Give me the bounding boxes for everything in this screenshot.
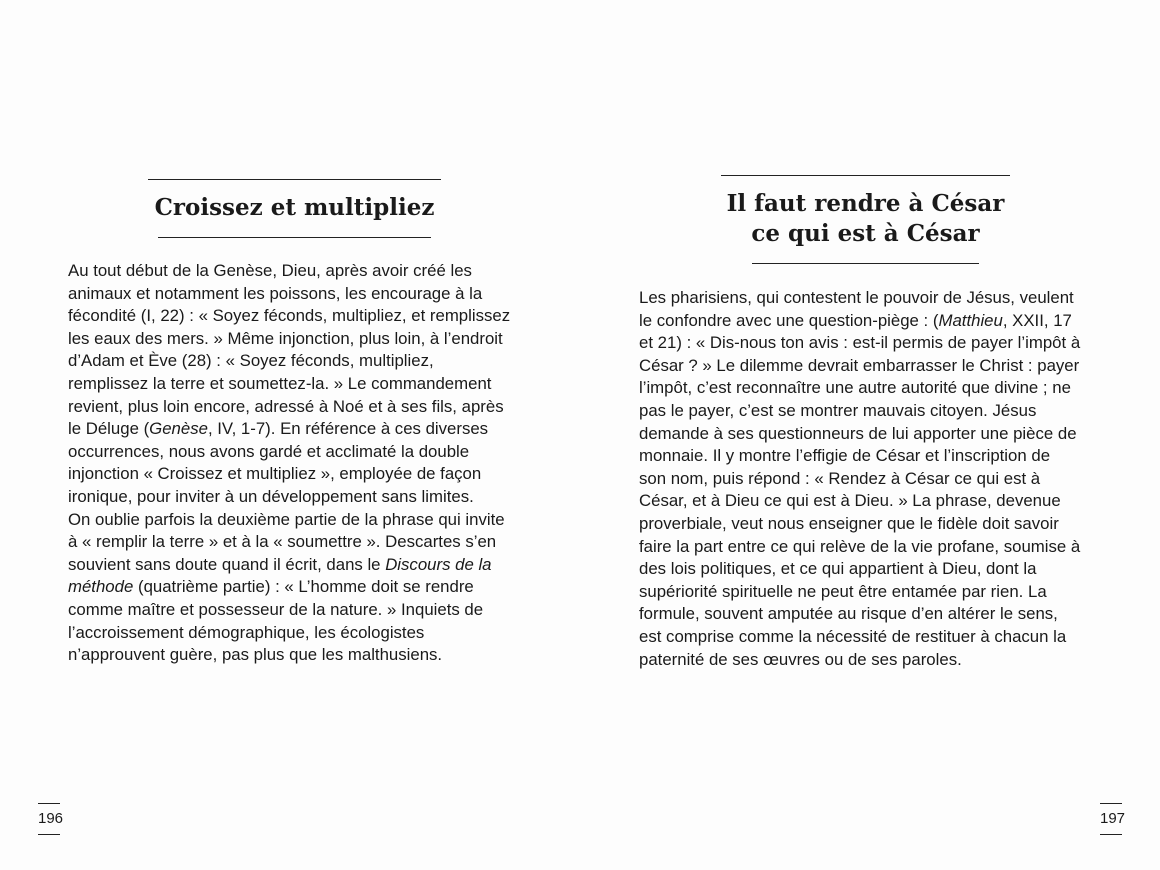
text-line: [68, 463, 528, 486]
text-segment: Au tout début de la Genèse, Dieu, après avoir créé les: [68, 261, 472, 280]
italic-text: Matthieu: [938, 310, 1003, 330]
text-segment: le confondre avec une question-piège : (: [639, 310, 939, 330]
text-segment: son nom, puis répond : « Rendez à César ce qui est à: [639, 468, 1041, 488]
chapter-title: [691, 189, 1040, 249]
text-segment: ironique, pour inviter à un développement sans limites.: [68, 486, 474, 506]
text-line: [68, 260, 528, 283]
text-line: [639, 468, 1099, 491]
text-line: [639, 581, 1099, 604]
text-line: [68, 283, 528, 306]
page-number-text: 196: [38, 810, 64, 827]
chapter-title-line: ce qui est à César: [751, 220, 980, 247]
title-rule-top: [721, 175, 1010, 176]
text-segment: les eaux des mers. » Même injonction, plus loin, à l’endroit: [68, 328, 503, 348]
text-segment: l’accroissement démographique, les écologistes: [68, 622, 425, 642]
text-line: [68, 350, 528, 373]
text-segment: , XXII, 17: [1002, 310, 1072, 330]
italic-text: Discours de la: [385, 554, 492, 574]
text-line: [639, 626, 1099, 649]
chapter-title-line: Il faut rendre à César: [726, 190, 1005, 217]
text-segment: On oublie parfois la deuxième partie de la phrase qui invite: [68, 509, 505, 529]
text-segment: fécondité (I, 22) : « Soyez féconds, multipliez, et remplissez: [68, 306, 511, 326]
text-line: [68, 373, 528, 396]
title-rule-bottom: [752, 263, 979, 264]
text-line: [68, 576, 528, 599]
text-segment: animaux et notamment les poissons, les encourage à la: [68, 283, 483, 303]
text-line: [639, 310, 1099, 333]
text-segment: monnaie. Il y montre l’effigie de César et l’inscription de: [639, 446, 1051, 466]
title-rule-bottom: [158, 237, 431, 238]
text-line: [68, 441, 528, 464]
text-segment: pas le payer, c’est se montrer mauvais citoyen. Jésus: [639, 400, 1037, 420]
text-line: [68, 486, 528, 509]
text-line: [68, 509, 528, 532]
text-line: [68, 418, 528, 441]
text-segment: à « remplir la terre » et à la « soumettre ». Descartes s’en: [68, 532, 497, 552]
text-line: [639, 490, 1099, 513]
text-line: [639, 332, 1099, 355]
text-segment: le Déluge (: [68, 419, 150, 439]
text-line: [639, 445, 1099, 468]
text-line: [68, 328, 528, 351]
body-text: [68, 260, 528, 667]
text-line: [639, 513, 1099, 536]
body-text: [639, 287, 1099, 671]
text-segment: , IV, 1-7). En référence à ces diverses: [207, 419, 489, 439]
italic-text: Genèse: [149, 419, 208, 439]
text-line: [639, 400, 1099, 423]
text-segment: l’impôt, c’est reconnaître une autre autorité que divine ; ne: [639, 378, 1071, 398]
title-rule-top: [148, 179, 441, 180]
text-segment: (quatrième partie) : « L’homme doit se rendre: [133, 577, 474, 597]
text-segment: demande à ses questionneurs de lui apporter une pièce de: [639, 423, 1077, 443]
text-segment: supériorité spirituelle ne peut être entamée par rien. La: [639, 581, 1047, 601]
text-line: [639, 377, 1099, 400]
text-segment: formule, souvent amputée au risque d’en altérer le sens,: [639, 604, 1058, 624]
text-segment: proverbiale, veut nous enseigner que le fidèle doit savoir: [639, 513, 1059, 533]
italic-text: méthode: [68, 577, 134, 597]
text-line: [68, 531, 528, 554]
text-segment: comme maître et possesseur de la nature. » Inquiets de: [68, 599, 484, 619]
text-segment: revient, plus loin encore, adressé à Noé et à ses fils, après: [68, 396, 504, 416]
text-segment: et 21) : « Dis-nous ton avis : est-il permis de payer l’impôt à: [639, 333, 1081, 353]
page-number: [1100, 803, 1126, 835]
text-line: [639, 536, 1099, 559]
text-line: [68, 644, 528, 667]
text-segment: injonction « Croissez et multipliez », employée de façon: [68, 464, 482, 484]
text-segment: d’Adam et Ève (28) : « Soyez féconds, multipliez,: [68, 351, 434, 371]
text-line: [68, 554, 528, 577]
text-line: [68, 599, 528, 622]
page-number-rule-bottom: [1100, 834, 1122, 835]
right-page: [580, 0, 1160, 870]
text-segment: César ? » Le dilemme devrait embarrasser le Christ : payer: [639, 355, 1080, 375]
text-segment: César, et à Dieu ce qui est à Dieu. » La phrase, devenue: [639, 491, 1061, 511]
text-line: [68, 622, 528, 645]
chapter-title: [148, 193, 441, 223]
text-line: [639, 287, 1099, 310]
text-segment: faire la part entre ce qui relève de la vie profane, soumise à: [639, 536, 1081, 556]
text-line: [68, 305, 528, 328]
page-number-text: 197: [1100, 810, 1126, 827]
text-segment: est comprise comme la nécessité de restituer à chacun la: [639, 626, 1067, 646]
text-segment: des lois politiques, et ce qui appartient à Dieu, dont la: [639, 559, 1037, 579]
text-segment: Les pharisiens, qui contestent le pouvoir de Jésus, veulent: [639, 288, 1074, 307]
text-line: [639, 603, 1099, 626]
page-number: [38, 803, 64, 835]
text-segment: paternité de ses œuvres ou de ses paroles.: [639, 649, 962, 669]
page-number-rule-bottom: [38, 834, 60, 835]
text-line: [639, 558, 1099, 581]
text-line: [639, 355, 1099, 378]
text-segment: occurrences, nous avons gardé et acclimaté la double: [68, 441, 470, 461]
text-line: [639, 423, 1099, 446]
text-segment: remplissez la terre et soumettez-la. » Le commandement: [68, 373, 492, 393]
text-line: [639, 649, 1099, 672]
text-segment: n’approuvent guère, pas plus que les malthusiens.: [68, 645, 443, 665]
text-line: [68, 396, 528, 419]
text-segment: souvient sans doute quand il écrit, dans le: [68, 554, 386, 574]
chapter-title-text: Croissez et multipliez: [154, 194, 435, 221]
